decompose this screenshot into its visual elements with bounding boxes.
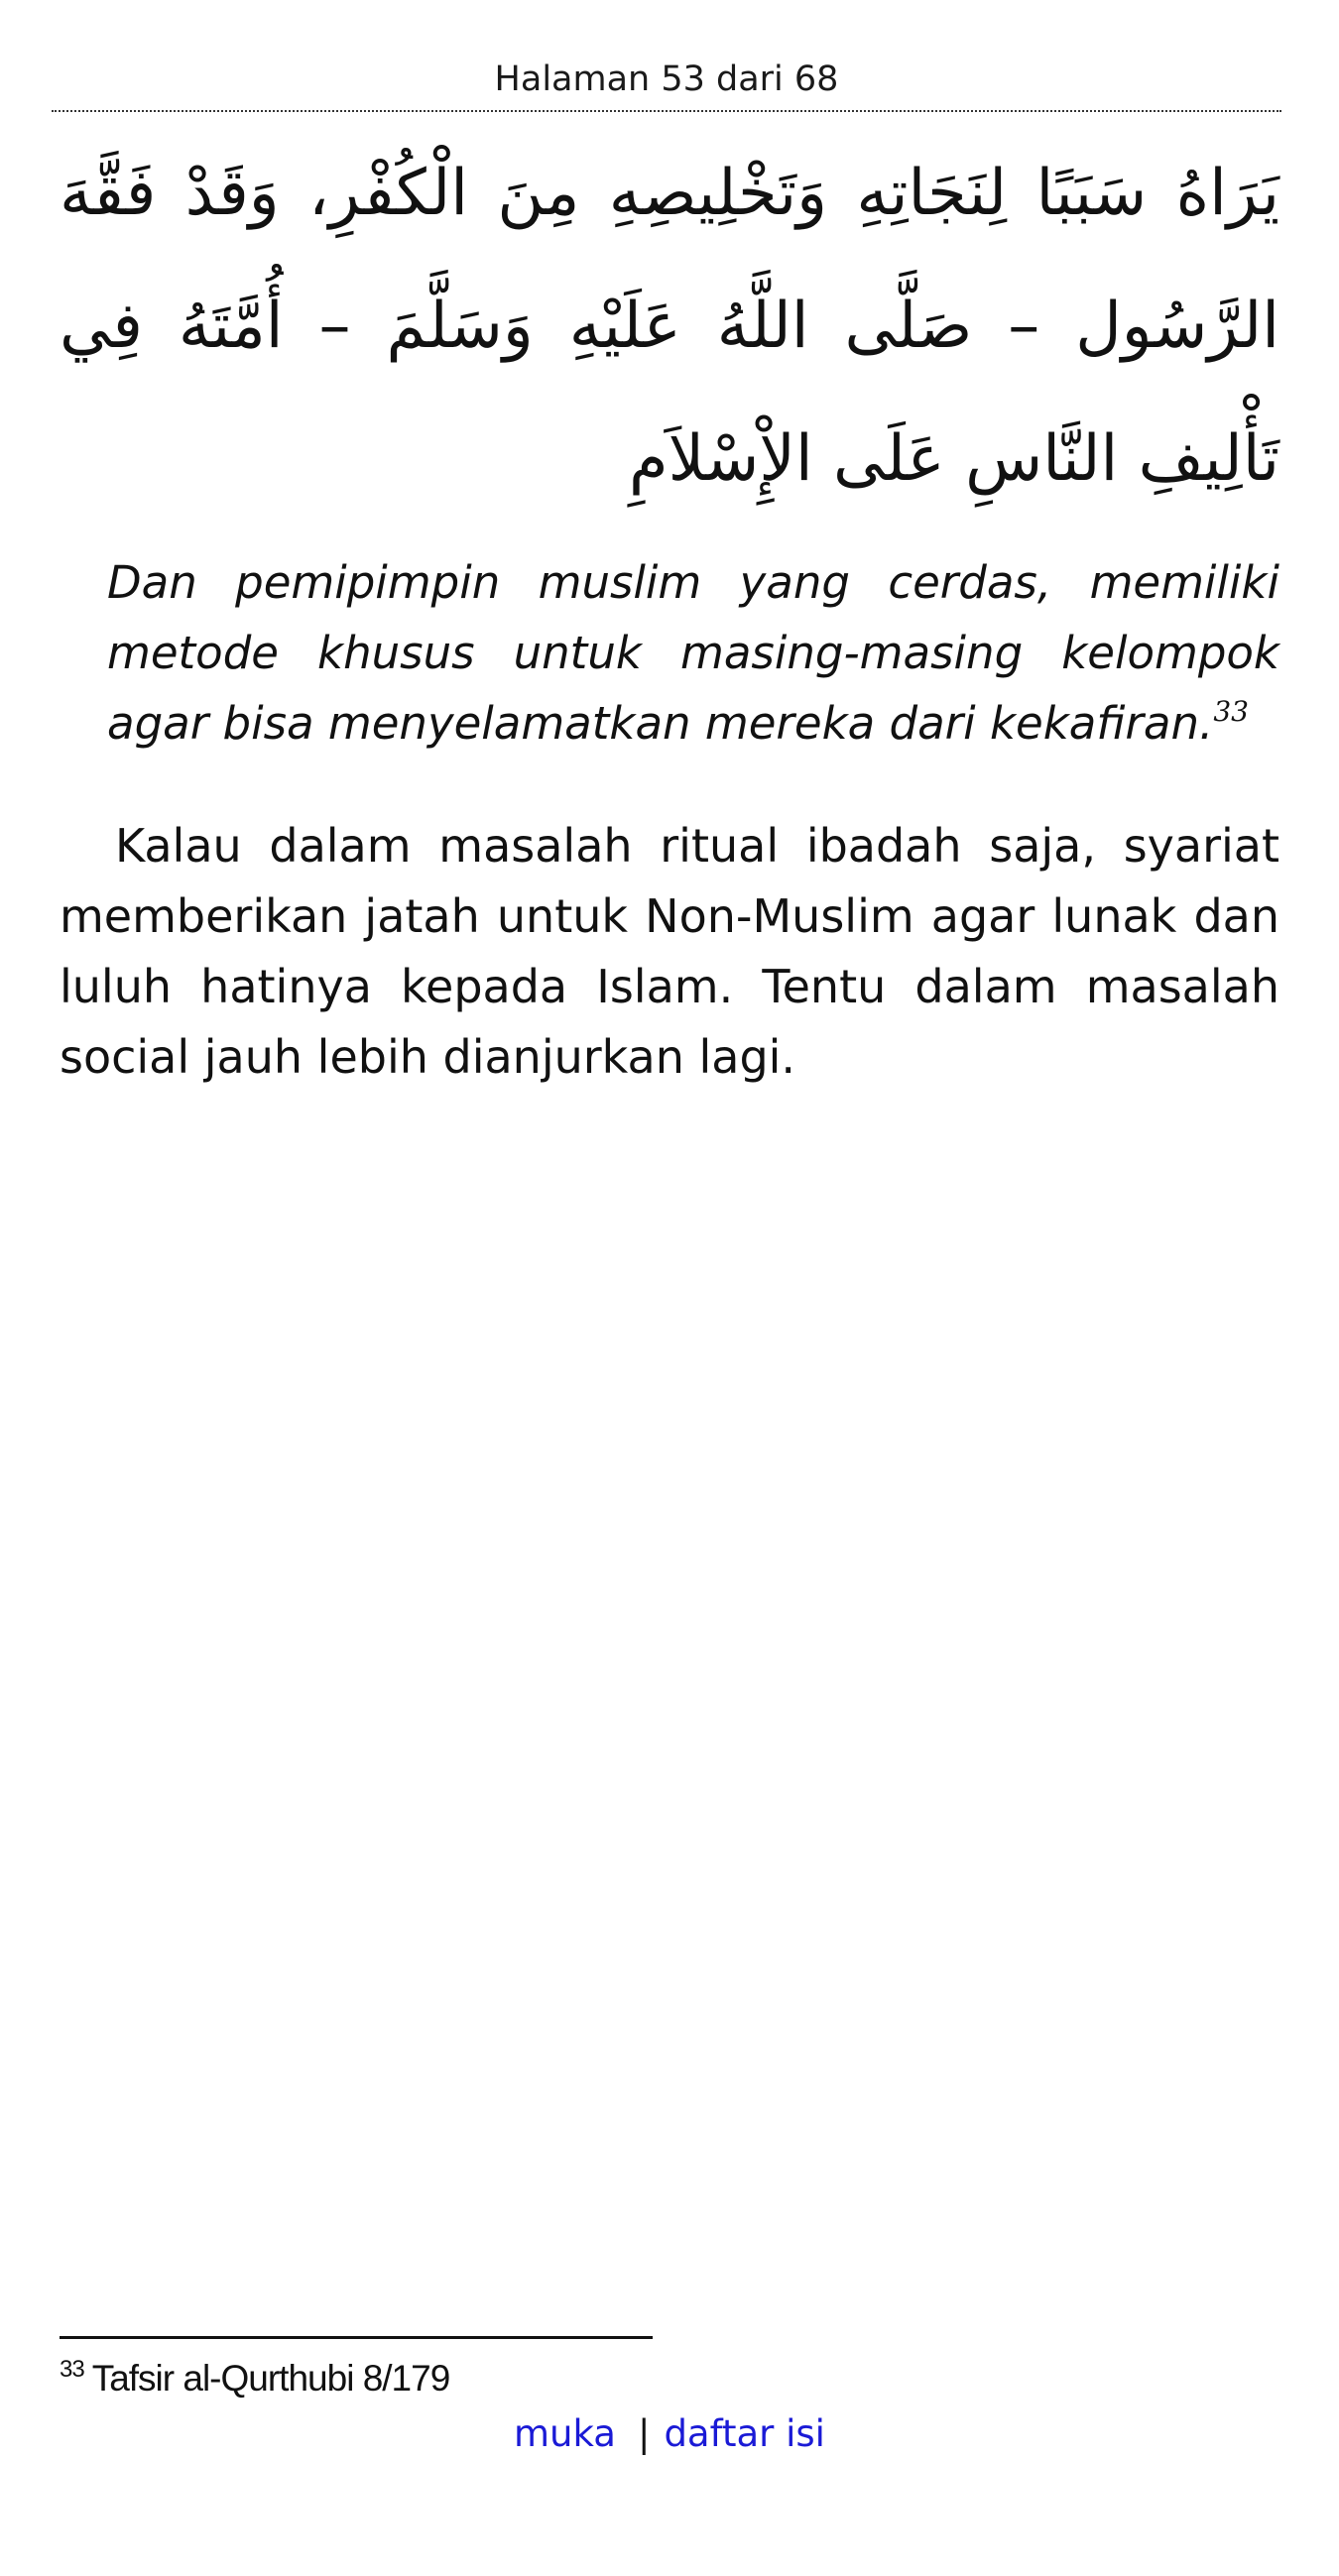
translation-quote xyxy=(107,547,1279,759)
body-paragraph: Kalau dalam masalah ritual ibadah saja, syariat memberikan jatah untuk Non-Muslim agar lunak dan luluh hatinya kepada Islam. Tentu dalam masalah social jauh lebih dianjurkan lagi. xyxy=(60,819,1279,1084)
footnote xyxy=(60,2356,1151,2401)
arabic-text: يَرَاهُ سَبَبًا لِنَجَاتِهِ وَتَخْلِيصِهِ مِنَ الْكُفْرِ، وَقَدْ فَقَّهَ الرَّسُول – صَلَّى اللَّهُ عَلَيْهِ وَسَلَّمَ – أُمَّتَهُ فِي تَأْلِيفِ النَّاسِ عَلَى الإِْسْلاَمِ xyxy=(60,157,1279,496)
footnote-reference[interactable]: 33 xyxy=(1213,695,1249,728)
footnote-divider xyxy=(60,2336,653,2339)
home-link[interactable]: muka xyxy=(514,2412,616,2455)
nav-separator: | xyxy=(637,2412,651,2455)
footnote-text: Tafsir al-Qurthubi 8/179 xyxy=(91,2358,450,2399)
header-divider xyxy=(52,110,1281,112)
page-header xyxy=(52,58,1281,101)
quote-text: Dan pemipimpin muslim yang cerdas, memiliki metode khusus untuk masing-masing kelompok agar bisa menyelamatkan mereka dari kekafiran. xyxy=(107,556,1279,750)
table-of-contents-link[interactable]: daftar isi xyxy=(664,2412,825,2455)
page-navigation xyxy=(0,2409,1339,2459)
page-number-label: Halaman 53 dari 68 xyxy=(494,59,839,99)
footnote-number: 33 xyxy=(60,2356,84,2383)
